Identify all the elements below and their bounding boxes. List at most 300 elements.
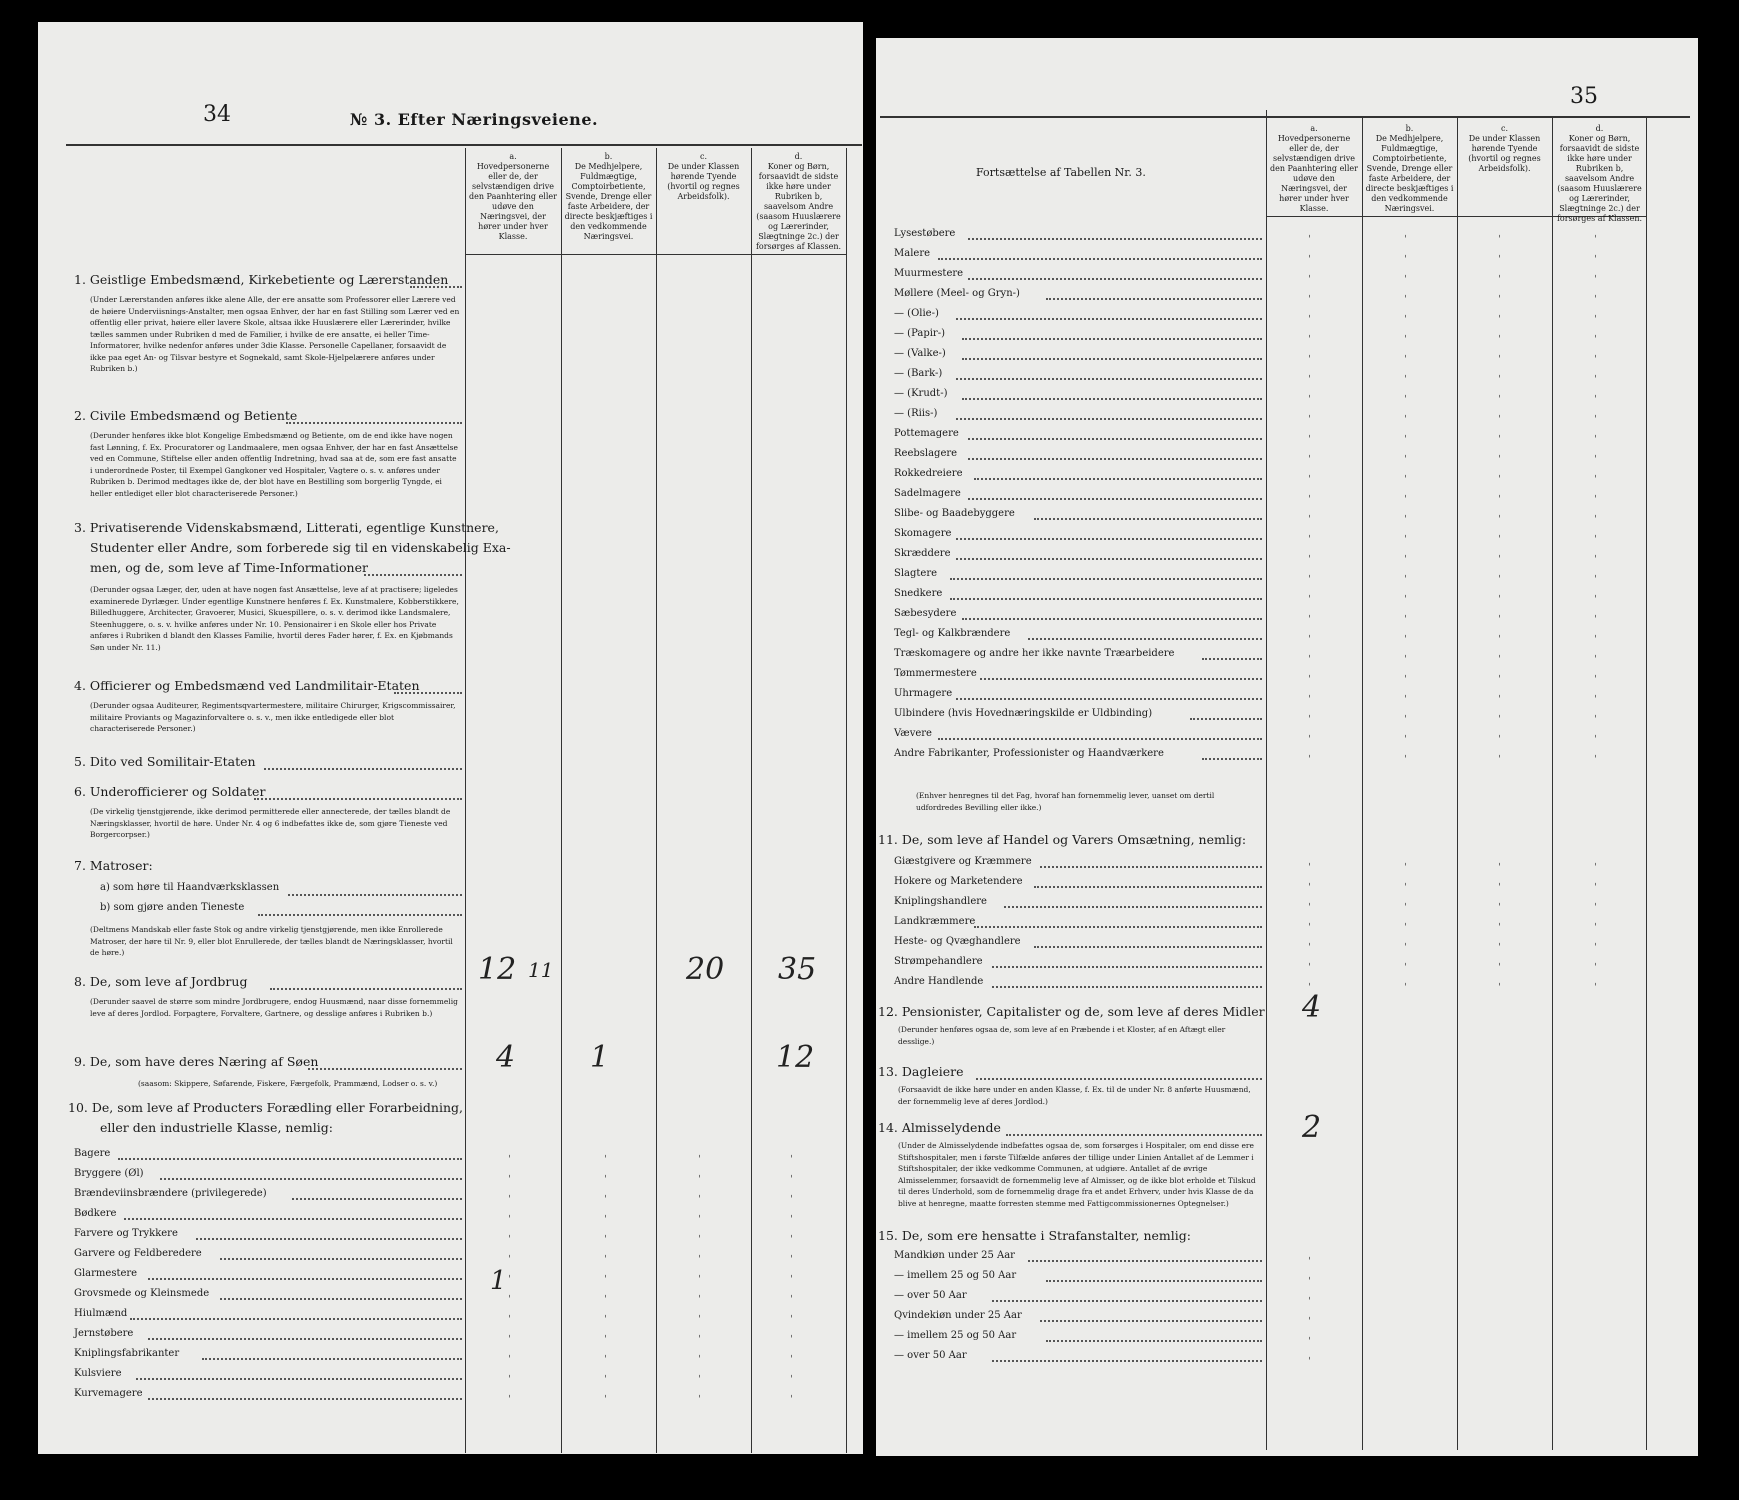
leader-dots [992, 986, 1262, 988]
category-7a: a) som høre til Haandværksklassen [100, 882, 280, 893]
tally-mark: ˌ [698, 1226, 702, 1239]
row-label: Farvere og Trykkere [74, 1228, 178, 1239]
row-label: Uhrmagere [894, 688, 953, 699]
category-10-line1: 10. De, som leve af Producters Forædling eller Forarbeidning, [68, 1100, 464, 1115]
tally-mark: ˌ [1498, 726, 1502, 739]
tally-mark: ˌ [1308, 666, 1312, 679]
tally-mark: ˌ [1498, 526, 1502, 539]
tally-mark: ˌ [698, 1386, 702, 1399]
tally-mark: ˌ [1594, 546, 1598, 559]
tally-mark: ˌ [1308, 266, 1312, 279]
tally-mark: ˌ [698, 1186, 702, 1199]
tally-mark: ˌ [790, 1346, 794, 1359]
tally-mark: ˌ [1308, 934, 1312, 947]
tally-mark: ˌ [1498, 686, 1502, 699]
tally-mark: ˌ [1308, 286, 1312, 299]
column-header-c: c. De under Klassen hørende Tyende (hvortil og regnes Arbeidsfolk). [667, 152, 740, 201]
row-label: Muurmestere [894, 268, 964, 279]
leader-dots [1046, 298, 1262, 300]
tally-mark: ˌ [1308, 606, 1312, 619]
leader-dots [160, 1178, 462, 1180]
tally-mark: ˌ [698, 1166, 702, 1179]
tally-mark: ˌ [604, 1326, 608, 1339]
tally-mark: ˌ [1594, 854, 1598, 867]
tally-mark: ˌ [1594, 954, 1598, 967]
row-label: Qvindekiøn under 25 Aar [894, 1310, 1022, 1321]
tally-mark: ˌ [1498, 306, 1502, 319]
category-15-title: 15. De, som ere hensatte i Strafanstalter, nemlig: [878, 1228, 1191, 1243]
tally-mark: ˌ [1308, 974, 1312, 987]
tally-mark: ˌ [1404, 306, 1408, 319]
leader-dots [1034, 886, 1262, 888]
category-7-note: (Deltmens Mandskab eller faste Stok og andre virkelig tjenstgjørende, men ikke Enrollerede Matroser, der høre til Nr. 9, eller blot Enrullerede, der tælles blandt de Næringsklasser, hvortil de høre.) [90, 925, 453, 957]
tally-mark: ˌ [1498, 406, 1502, 419]
tally-mark: ˌ [698, 1326, 702, 1339]
tally-mark: ˌ [508, 1326, 512, 1339]
tally-mark: ˌ [1498, 286, 1502, 299]
category-4-note: (Derunder ogsaa Auditeurer, Regimentsqvartermestere, militaire Chirurger, Krigscommissairer, militaire Proviants og Magazinforvaltere o. s. v., men ikke entledigede eller blot characteriserede Personer.) [90, 701, 456, 733]
tally-mark: ˌ [1498, 366, 1502, 379]
tally-mark: ˌ [1404, 446, 1408, 459]
row-label: Kniplingsfabrikanter [74, 1348, 180, 1359]
tally-mark: ˌ [1404, 346, 1408, 359]
column-header-b: b. De Medhjelpere, Fuldmægtige, Comptoirbetiente, Svende, Drenge eller faste Arbeidere, der directe beskjæftiges i den vedkommende Næringsvei. [1365, 124, 1454, 213]
tally-mark: ˌ [1404, 646, 1408, 659]
leader-dots [1202, 658, 1262, 660]
tally-mark: ˌ [1498, 226, 1502, 239]
tally-mark: ˌ [1594, 646, 1598, 659]
tally-mark: ˌ [790, 1206, 794, 1219]
row-label: — (Valke-) [894, 348, 946, 359]
leader-dots [1040, 866, 1262, 868]
leader-dots [956, 418, 1262, 420]
row-label: Hiulmænd [74, 1308, 128, 1319]
tally-mark: ˌ [790, 1366, 794, 1379]
tally-mark: ˌ [1404, 246, 1408, 259]
tally-mark: ˌ [604, 1266, 608, 1279]
row-label: Giæstgivere og Kræmmere [894, 856, 1032, 867]
category-3-line3: men, og de, som leve af Time-Informationer [90, 560, 368, 575]
row-label: Snedkere [894, 588, 943, 599]
leader-dots [956, 698, 1262, 700]
tally-mark: ˌ [1308, 914, 1312, 927]
tally-mark: ˌ [698, 1306, 702, 1319]
tally-mark: ˌ [1498, 466, 1502, 479]
tally-mark: ˌ [1498, 646, 1502, 659]
tally-mark: ˌ [1308, 426, 1312, 439]
column-divider [1362, 118, 1363, 1450]
tally-mark: ˌ [1404, 366, 1408, 379]
leader-dots [394, 692, 462, 694]
tally-mark: ˌ [790, 1326, 794, 1339]
leader-dots [1028, 1260, 1262, 1262]
leader-dots [938, 738, 1262, 740]
column-divider [561, 148, 562, 1453]
tally-mark: ˌ [698, 1366, 702, 1379]
leader-dots [254, 798, 462, 800]
row-label: Mandkiøn under 25 Aar [894, 1250, 1015, 1261]
tally-mark: ˌ [1498, 266, 1502, 279]
column-header-d: d. Koner og Børn, forsaavidt de sidste ikke høre under Rubriken b, saavelsom Andre (saasom Huuslærere og Lærerinder, Slægtninge 2c.) der forsørges af Klassen. [755, 152, 842, 251]
tally-mark: ˌ [1308, 446, 1312, 459]
row-label: Skomagere [894, 528, 952, 539]
leader-dots [258, 914, 462, 916]
tally-mark: ˌ [1404, 526, 1408, 539]
leader-dots [962, 618, 1262, 620]
tally-mark: ˌ [1308, 1268, 1312, 1281]
tally-mark: ˌ [1594, 686, 1598, 699]
tally-mark: ˌ [508, 1186, 512, 1199]
column-header-d: d. Koner og Børn, forsaavidt de sidste ikke høre under Rubriken b, saavelsom Andre (saasom Huuslærere og Lærerinder, Slægtninge 2c.) der forsørges af Klassen. [1556, 124, 1643, 223]
tally-mark: ˌ [1498, 426, 1502, 439]
tally-mark: ˌ [1594, 486, 1598, 499]
row-label: Sadelmagere [894, 488, 961, 499]
row-label: Sæbesydere [894, 608, 957, 619]
tally-mark: ˌ [1404, 466, 1408, 479]
tally-mark: ˌ [1594, 386, 1598, 399]
tally-mark: ˌ [604, 1206, 608, 1219]
tally-mark: ˌ [1498, 954, 1502, 967]
leader-dots [264, 768, 462, 770]
tally-mark: ˌ [508, 1246, 512, 1259]
tally-mark: ˌ [1498, 894, 1502, 907]
row-label: Grovsmede og Kleinsmede [74, 1288, 210, 1299]
tally-mark: ˌ [1498, 934, 1502, 947]
tally-mark: ˌ [698, 1146, 702, 1159]
tally-mark: ˌ [1594, 506, 1598, 519]
tally-mark: ˌ [1308, 686, 1312, 699]
tally-mark: ˌ [698, 1286, 702, 1299]
column-divider [1266, 110, 1267, 1450]
leader-dots [136, 1378, 462, 1380]
tally-mark: ˌ [1594, 746, 1598, 759]
tally-mark: ˌ [1404, 286, 1408, 299]
top-rule [66, 144, 862, 146]
row-label: Strømpehandlere [894, 956, 983, 967]
tally-mark: ˌ [1594, 426, 1598, 439]
category-12-title: 12. Pensionister, Capitalister og de, som leve af deres Midler [878, 1004, 1265, 1019]
category-4-title: 4. Officierer og Embedsmænd ved Landmilitair-Etaten [74, 678, 420, 693]
handwritten-value: 1 [590, 1040, 610, 1075]
leader-dots [148, 1398, 462, 1400]
continuation-title: Fortsættelse af Tabellen Nr. 3. [976, 166, 1146, 179]
column-divider [1646, 118, 1647, 1450]
leader-dots [974, 926, 1262, 928]
row-label: Reebslagere [894, 448, 958, 459]
row-label: Jernstøbere [74, 1328, 134, 1339]
handwritten-value: 12 [776, 1040, 815, 1075]
tally-mark: ˌ [1594, 366, 1598, 379]
row-label: Vævere [894, 728, 932, 739]
tally-mark: ˌ [1404, 934, 1408, 947]
tally-mark: ˌ [790, 1186, 794, 1199]
row-label: Kurvemagere [74, 1388, 143, 1399]
row-label: — imellem 25 og 50 Aar [894, 1270, 1017, 1281]
leader-dots [962, 398, 1262, 400]
tally-mark: ˌ [698, 1246, 702, 1259]
leader-dots [968, 278, 1262, 280]
tally-mark: ˌ [1404, 914, 1408, 927]
tally-mark: ˌ [1498, 914, 1502, 927]
leader-dots [976, 1078, 1262, 1080]
row-label: Brændeviinsbrændere (privilegerede) [74, 1188, 267, 1199]
page-number: 34 [203, 102, 231, 127]
row-label: — (Bark-) [894, 368, 943, 379]
leader-dots [148, 1278, 462, 1280]
tally-mark: ˌ [1498, 586, 1502, 599]
row-label: — over 50 Aar [894, 1350, 967, 1361]
handwritten-value: 20 [686, 952, 725, 987]
tally-mark: ˌ [1404, 854, 1408, 867]
tally-mark: ˌ [1594, 606, 1598, 619]
tally-mark: ˌ [790, 1146, 794, 1159]
tally-mark: ˌ [1594, 226, 1598, 239]
tally-mark: ˌ [790, 1306, 794, 1319]
row-label: Slibe- og Baadebyggere [894, 508, 1015, 519]
tally-mark: ˌ [1308, 1288, 1312, 1301]
leader-dots [202, 1358, 462, 1360]
leader-dots [1034, 946, 1262, 948]
row-label: Bagere [74, 1148, 111, 1159]
tally-mark: ˌ [1498, 606, 1502, 619]
handwritten-value: 1 [490, 1266, 507, 1296]
tally-mark: ˌ [1404, 974, 1408, 987]
tally-mark: ˌ [1498, 626, 1502, 639]
tally-mark: ˌ [1404, 606, 1408, 619]
leader-dots [968, 458, 1262, 460]
tally-mark: ˌ [1594, 566, 1598, 579]
page-number: 35 [1570, 84, 1598, 109]
tally-mark: ˌ [1498, 386, 1502, 399]
tally-mark: ˌ [604, 1286, 608, 1299]
category-8-note: (Derunder saavel de større som mindre Jordbrugere, endog Huusmænd, naar disse fornemmelig leve af deres Jordlod. Forpagtere, Forvaltere, Gartnere, og desslige anføres i Rubriken b.) [90, 997, 458, 1018]
tally-mark: ˌ [1404, 486, 1408, 499]
tally-mark: ˌ [790, 1386, 794, 1399]
tally-mark: ˌ [1308, 306, 1312, 319]
leader-dots [968, 238, 1262, 240]
handwritten-value: 12 [478, 952, 517, 987]
leader-dots [962, 338, 1262, 340]
row-label: Hokere og Marketendere [894, 876, 1023, 887]
header-rule [465, 254, 847, 255]
tally-mark: ˌ [1594, 666, 1598, 679]
row-label: Glarmestere [74, 1268, 138, 1279]
leader-dots [1006, 1134, 1262, 1136]
row-label: Landkræmmere [894, 916, 976, 927]
category-13-title: 13. Dagleiere [878, 1064, 964, 1079]
leader-dots [1190, 718, 1262, 720]
tally-mark: ˌ [1404, 586, 1408, 599]
tally-mark: ˌ [1308, 1248, 1312, 1261]
leader-dots [956, 318, 1262, 320]
tally-mark: ˌ [1498, 346, 1502, 359]
tally-mark: ˌ [1498, 746, 1502, 759]
tally-mark: ˌ [508, 1386, 512, 1399]
tally-mark: ˌ [1308, 894, 1312, 907]
row-label: Rokkedreiere [894, 468, 963, 479]
category-1-title: 1. Geistlige Embedsmænd, Kirkebetiente og Lærerstanden [74, 272, 449, 287]
tally-mark: ˌ [1594, 874, 1598, 887]
row-label: Skræddere [894, 548, 951, 559]
tally-mark: ˌ [1594, 286, 1598, 299]
tally-mark: ˌ [1498, 706, 1502, 719]
tally-mark: ˌ [1404, 566, 1408, 579]
tally-mark: ˌ [790, 1166, 794, 1179]
leader-dots [130, 1318, 462, 1320]
tally-mark: ˌ [1308, 546, 1312, 559]
leader-dots [980, 678, 1262, 680]
category-3-line1: 3. Privatiserende Videnskabsmænd, Litterati, egentlige Kunstnere, [74, 520, 499, 535]
tally-mark: ˌ [1594, 446, 1598, 459]
category-12-note: (Derunder henføres ogsaa de, som leve af en Præbende i et Kloster, af en Aftægt eller desslige.) [898, 1025, 1226, 1046]
leader-dots [956, 378, 1262, 380]
category-2-note: (Derunder henføres ikke blot Kongelige Embedsmænd og Betiente, om de end ikke have nogen fast Lønning, f. Ex. Procuratorer og Landmaalere, men ogsaa Enhver, der har en fast Ansættelse ved en Commune, Stiftelse eller anden offentlig Indretning, hvad saa at de, som ere fast ansatte i underordnede Poster, til Exempel Gangkoner ved Hospitaler, Vagtere o. s. v. anføres under Rubriken b. Derimod medtages ikke de, der blot have en Bestilling som borgerlig Tyngde, ei heller entlediget eller blot characteriserede Personer.) [90, 431, 458, 498]
category-3-line2: Studenter eller Andre, som forberede sig til en videnskabelig Exa- [90, 540, 511, 555]
category-10-line2: eller den industrielle Klasse, nemlig: [100, 1120, 333, 1135]
tally-mark: ˌ [1308, 526, 1312, 539]
leader-dots [956, 538, 1262, 540]
leader-dots [292, 1198, 462, 1200]
tally-mark: ˌ [508, 1366, 512, 1379]
tally-mark: ˌ [1594, 586, 1598, 599]
leader-dots [410, 286, 462, 288]
leader-dots [1046, 1340, 1262, 1342]
tally-mark: ˌ [1498, 446, 1502, 459]
tally-mark: ˌ [508, 1346, 512, 1359]
tally-mark: ˌ [698, 1266, 702, 1279]
category-13-note: (Forsaavidt de ikke høre under en anden Klasse, f. Ex. til de under Nr. 8 anførte Huusmænd, der fornemmelig leve af deres Jordlod.) [898, 1085, 1251, 1106]
leader-dots [270, 988, 462, 990]
tally-mark: ˌ [1498, 854, 1502, 867]
leader-dots [288, 894, 462, 896]
tally-mark: ˌ [1308, 626, 1312, 639]
tally-mark: ˌ [1594, 406, 1598, 419]
left-page [38, 22, 863, 1454]
tally-mark: ˌ [1308, 646, 1312, 659]
leader-dots [308, 1068, 462, 1070]
leader-dots [992, 1300, 1262, 1302]
tally-mark: ˌ [508, 1166, 512, 1179]
tally-mark: ˌ [1594, 246, 1598, 259]
tally-mark: ˌ [604, 1366, 608, 1379]
leader-dots [968, 438, 1262, 440]
column-divider [1552, 118, 1553, 1450]
row-label: Garvere og Feldberedere [74, 1248, 202, 1259]
category-11-title: 11. De, som leve af Handel og Varers Omsætning, nemlig: [878, 832, 1247, 847]
row-label: — (Riis-) [894, 408, 938, 419]
column-divider [1457, 118, 1458, 1450]
category-2-title: 2. Civile Embedsmænd og Betiente [74, 408, 298, 423]
tally-mark: ˌ [1308, 226, 1312, 239]
tally-mark: ˌ [1498, 326, 1502, 339]
column-divider [465, 148, 466, 1453]
leader-dots [1028, 638, 1262, 640]
tally-mark: ˌ [790, 1286, 794, 1299]
tally-mark: ˌ [1308, 246, 1312, 259]
tally-mark: ˌ [1594, 306, 1598, 319]
leader-dots [956, 558, 1262, 560]
tally-mark: ˌ [604, 1186, 608, 1199]
tally-mark: ˌ [1308, 486, 1312, 499]
tally-mark: ˌ [508, 1146, 512, 1159]
tally-mark: ˌ [1308, 954, 1312, 967]
tally-mark: ˌ [698, 1346, 702, 1359]
tally-mark: ˌ [1308, 706, 1312, 719]
tally-mark: ˌ [508, 1286, 512, 1299]
handwritten-value: 4 [496, 1040, 516, 1075]
leader-dots [938, 258, 1262, 260]
tally-mark: ˌ [1308, 366, 1312, 379]
tally-mark: ˌ [790, 1246, 794, 1259]
tally-mark: ˌ [790, 1266, 794, 1279]
right-page [876, 38, 1698, 1456]
tally-mark: ˌ [1594, 934, 1598, 947]
category-6-note: (De virkelig tjenstgjørende, ikke derimod permitterede eller annecterede, der tælles blandt de Næringsklasser, hvortil de høre. Under Nr. 4 og 6 indbefattes ikke de, som gjøre Tieneste ved Borgercorpser.) [90, 807, 451, 839]
handwritten-value: 11 [528, 958, 554, 982]
tally-mark: ˌ [604, 1166, 608, 1179]
column-header-a: a. Hovedpersonerne eller de, der selvstændigen drive den Paanhtering eller udøve den Næringsvei, der hører under hver Klasse. [1270, 124, 1358, 213]
tally-mark: ˌ [1498, 666, 1502, 679]
column-header-b: b. De Medhjelpere, Fuldmægtige, Comptoirbetiente, Svende, Drenge eller faste Arbeidere, der directe beskjæftiges i den vedkommende Næringsvei. [564, 152, 653, 241]
tally-mark: ˌ [1594, 626, 1598, 639]
leader-dots [968, 498, 1262, 500]
running-title: № 3. Efter Næringsveiene. [350, 110, 599, 129]
row-label: Kulsviere [74, 1368, 122, 1379]
tally-mark: ˌ [1594, 266, 1598, 279]
row-label: Heste- og Qvæghandlere [894, 936, 1021, 947]
tally-mark: ˌ [508, 1306, 512, 1319]
category-14-title: 14. Almisselydende [878, 1120, 1001, 1135]
category-9-note: (saasom: Skippere, Søfarende, Fiskere, Færgefolk, Prammænd, Lodser o. s. v.) [138, 1079, 438, 1088]
tally-mark: ˌ [1594, 526, 1598, 539]
tally-mark: ˌ [1308, 386, 1312, 399]
leader-dots [220, 1298, 462, 1300]
row-label: Møllere (Meel- og Gryn-) [894, 288, 1020, 299]
tally-mark: ˌ [1498, 486, 1502, 499]
leader-dots [992, 966, 1262, 968]
tally-mark: ˌ [1404, 726, 1408, 739]
row-label: Bryggere (Øl) [74, 1168, 144, 1179]
leader-dots [1004, 906, 1262, 908]
tally-mark: ˌ [1404, 954, 1408, 967]
row-label: Kniplingshandlere [894, 896, 987, 907]
tally-mark: ˌ [1308, 406, 1312, 419]
tally-mark: ˌ [1308, 854, 1312, 867]
tally-mark: ˌ [1404, 874, 1408, 887]
tally-mark: ˌ [1594, 326, 1598, 339]
handwritten-value: 4 [1302, 990, 1322, 1025]
tally-mark: ˌ [1404, 426, 1408, 439]
tally-mark: ˌ [1498, 566, 1502, 579]
leader-dots [148, 1338, 462, 1340]
row-label: — (Olie-) [894, 308, 939, 319]
tally-mark: ˌ [1498, 546, 1502, 559]
leader-dots [950, 598, 1262, 600]
tally-mark: ˌ [1404, 626, 1408, 639]
leader-dots [196, 1238, 462, 1240]
row-label: Bødkere [74, 1208, 117, 1219]
tally-mark: ˌ [1308, 746, 1312, 759]
leader-dots [962, 358, 1262, 360]
tally-mark: ˌ [1308, 726, 1312, 739]
category-8-title: 8. De, som leve af Jordbrug [74, 974, 248, 989]
row-label: — (Krudt-) [894, 388, 948, 399]
row-label: Træskomagere og andre her ikke navnte Træarbeidere [894, 648, 1175, 659]
tally-mark: ˌ [1594, 894, 1598, 907]
leader-dots [992, 1360, 1262, 1362]
category-5-title: 5. Dito ved Somilitair-Etaten [74, 754, 256, 769]
row-label: Malere [894, 248, 931, 259]
